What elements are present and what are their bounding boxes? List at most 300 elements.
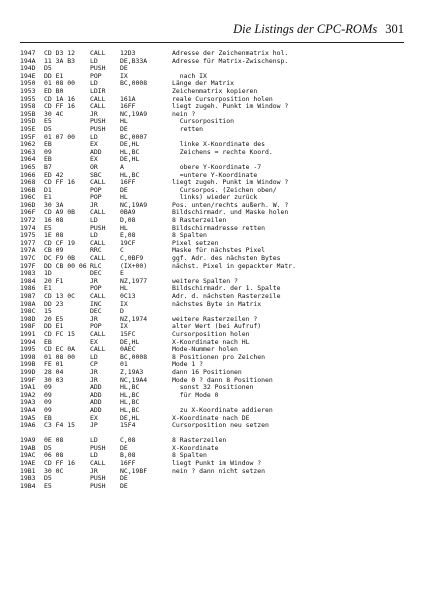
row-mnemonic: CALL (90, 94, 106, 103)
row-address: 19AB (20, 443, 36, 452)
row-mnemonic: CALL (90, 102, 106, 111)
row-mnemonic: LD (90, 231, 98, 240)
row-mnemonic: DEC (90, 269, 102, 278)
row-address: 19B3 (20, 474, 36, 483)
row-operand: NZ,1977 (120, 276, 148, 285)
row-opcode-bytes: 1E 08 (44, 231, 64, 240)
row-address: 196D (20, 200, 36, 209)
listing-row (20, 483, 410, 491)
row-opcode-bytes: DD CB 00 06 (44, 261, 87, 270)
row-mnemonic: CALL (90, 49, 106, 57)
row-address: 194D (20, 64, 36, 73)
row-comment: Cursorposition holen (172, 329, 250, 338)
row-operand: DE,HL (120, 413, 140, 422)
row-address: 1974 (20, 223, 36, 232)
row-address: 1991 (20, 329, 36, 338)
row-mnemonic: CP (90, 360, 98, 369)
row-mnemonic: ADD (90, 383, 102, 392)
row-address: 195B (20, 109, 36, 118)
row-address: 19A3 (20, 398, 36, 407)
row-comment: ggf. Adr. des nächsten Bytes (172, 254, 281, 263)
row-mnemonic: EX (90, 140, 98, 149)
listing-row (20, 301, 410, 309)
row-comment: alter Wert (bei Aufruf) (172, 322, 262, 331)
row-opcode-bytes: CD D3 12 (44, 49, 76, 57)
row-operand: DE,HL (120, 140, 140, 149)
row-comment: Maske für nächstes Pixel (172, 246, 266, 255)
listing-row (20, 118, 410, 126)
row-comment: X-Koordinate (172, 443, 219, 452)
row-address: 1958 (20, 102, 36, 111)
row-mnemonic: LDIR (90, 86, 106, 95)
row-comment: retten (172, 124, 204, 133)
row-address: 1964 (20, 155, 36, 164)
row-mnemonic: ADD (90, 398, 102, 407)
row-address: 1968 (20, 178, 36, 187)
row-mnemonic: JR (90, 109, 98, 118)
row-operand: BC,0008 (120, 79, 148, 88)
row-operand: HL,BC (120, 390, 140, 399)
row-operand: B,08 (120, 451, 136, 460)
row-address: 198D (20, 314, 36, 323)
row-opcode-bytes: 20 E5 (44, 314, 64, 323)
row-address: 1998 (20, 352, 36, 361)
running-header (20, 22, 404, 38)
row-address: 19B4 (20, 481, 36, 490)
row-mnemonic: LD (90, 216, 98, 225)
row-operand: E (120, 269, 124, 278)
row-comment: weitere Rasterzeilen ? (172, 314, 258, 323)
row-comment: nein ? (172, 109, 196, 118)
row-operand: NC,19A4 (120, 375, 148, 384)
row-opcode-bytes: 1D (44, 269, 52, 278)
row-comment: reale Cursorposition holen (172, 94, 273, 103)
row-operand: 15F4 (120, 421, 136, 430)
row-comment: linke X-Koordinate des (172, 140, 266, 149)
row-opcode-bytes: 30 3A (44, 200, 64, 209)
row-mnemonic: JP (90, 421, 98, 430)
row-mnemonic: CALL (90, 292, 106, 300)
row-operand: D (120, 307, 124, 316)
listing-row (20, 225, 410, 233)
row-operand: 12D3 (120, 49, 136, 57)
row-operand: HL,BC (120, 383, 140, 392)
row-operand: HL (120, 193, 128, 202)
row-mnemonic: DEC (90, 307, 102, 316)
row-operand: Z,19A3 (120, 367, 144, 376)
row-mnemonic: OR (90, 162, 98, 171)
row-opcode-bytes: CD 13 0C (44, 292, 76, 300)
row-opcode-bytes: 06 08 (44, 451, 64, 460)
row-operand: NC,19A9 (120, 109, 148, 118)
row-mnemonic: JR (90, 314, 98, 323)
row-opcode-bytes: 20 F1 (44, 276, 64, 285)
row-comment: obere Y-Koordinate -7 (172, 162, 262, 171)
row-opcode-bytes: DD 23 (44, 299, 64, 308)
row-mnemonic: LD (90, 79, 98, 88)
row-address: 1975 (20, 231, 36, 240)
row-opcode-bytes: 11 3A B3 (44, 56, 76, 65)
row-operand: BC,0008 (120, 352, 148, 361)
row-operand: DE,B33A (120, 56, 148, 65)
row-address: 198C (20, 307, 36, 316)
row-mnemonic: LD (90, 132, 98, 141)
row-mnemonic: RLC (90, 261, 102, 270)
row-address: 19AE (20, 459, 36, 468)
row-comment: X-Koordinate nach DE (172, 413, 250, 422)
row-operand: 0AEC (120, 345, 136, 354)
row-operand: HL (120, 223, 128, 232)
row-opcode-bytes: 09 (44, 398, 52, 407)
row-opcode-bytes: 28 04 (44, 367, 64, 376)
row-address: 199F (20, 375, 36, 384)
row-opcode-bytes: E5 (44, 481, 52, 490)
row-address: 197C (20, 254, 36, 263)
row-comment: 8 Rasterzeilen (172, 436, 227, 445)
row-mnemonic: CALL (90, 178, 106, 187)
row-address: 1955 (20, 94, 36, 103)
row-comment: liegt zugeh. Punkt im Window ? (172, 102, 289, 111)
row-address: 199B (20, 360, 36, 369)
row-address: 195E (20, 124, 36, 133)
row-operand: 16FF (120, 178, 136, 187)
row-mnemonic: LD (90, 436, 98, 445)
row-mnemonic: PUSH (90, 443, 106, 452)
row-comment: Cursorpos. (Zeichen oben/ (172, 185, 277, 194)
row-address: 1966 (20, 170, 36, 179)
row-operand: HL (120, 117, 128, 126)
row-operand: BC,0007 (120, 132, 148, 141)
row-operand: NZ,1974 (120, 314, 148, 323)
row-operand: DE (120, 474, 128, 483)
row-comment: Adresse der Zeichenmatrix hol. (172, 49, 289, 57)
row-address: 19A1 (20, 383, 36, 392)
row-comment: sonst 32 Positionen (172, 383, 254, 392)
row-address: 19A4 (20, 405, 36, 414)
row-opcode-bytes: 30 0C (44, 466, 64, 475)
row-mnemonic: EX (90, 413, 98, 422)
row-address: 1987 (20, 292, 36, 300)
row-comment: Cursorposition (172, 117, 235, 126)
row-mnemonic: ADD (90, 147, 102, 156)
row-operand: E,08 (120, 231, 136, 240)
row-comment (172, 65, 410, 73)
row-comment: liegt Punkt im Window ? (172, 459, 262, 468)
row-address: 196F (20, 208, 36, 217)
row-address: 1994 (20, 337, 36, 346)
row-mnemonic: CALL (90, 329, 106, 338)
row-comment: für Mode 0 (172, 390, 219, 399)
row-comment: zu X-Koordinate addieren (172, 405, 273, 414)
row-operand: 19CF (120, 238, 136, 247)
row-comment: Länge der Matrix (172, 79, 235, 88)
row-address: 19AC (20, 451, 36, 460)
row-address: 1983 (20, 269, 36, 278)
row-opcode-bytes: DD E1 (44, 71, 64, 80)
row-opcode-bytes: E1 (44, 284, 52, 293)
row-comment: links) wieder zurück (172, 193, 258, 202)
row-mnemonic: PUSH (90, 223, 106, 232)
row-comment: Zeichens = rechte Koord. (172, 147, 273, 156)
row-mnemonic: POP (90, 71, 102, 80)
row-comment: =untere Y-Koordinate (172, 170, 258, 179)
row-comment: 8 Positionen pro Zeichen (172, 352, 266, 361)
row-operand: 16FF (120, 102, 136, 111)
row-opcode-bytes: D5 (44, 64, 52, 73)
row-address: 1965 (20, 162, 36, 171)
row-comment: nein ? dann nicht setzen (172, 466, 266, 475)
row-address: 196C (20, 193, 36, 202)
row-address: 199D (20, 367, 36, 376)
row-address: 197F (20, 261, 36, 270)
row-comment: Zeichenmatrix kopieren (172, 86, 258, 95)
row-opcode-bytes: CD CF 19 (44, 238, 76, 247)
row-opcode-bytes: D1 (44, 185, 52, 194)
row-comment: liegt zugeh. Punkt im Window ? (172, 178, 289, 187)
row-mnemonic: PUSH (90, 124, 106, 133)
row-opcode-bytes: 09 (44, 383, 52, 392)
row-opcode-bytes: E5 (44, 117, 52, 126)
row-address: 198A (20, 299, 36, 308)
row-mnemonic: EX (90, 155, 98, 164)
row-comment: 8 Spalten (172, 231, 207, 240)
row-opcode-bytes: D5 (44, 474, 52, 483)
row-address: 1986 (20, 284, 36, 293)
row-opcode-bytes: EB (44, 155, 52, 164)
row-opcode-bytes: 01 07 00 (44, 132, 76, 141)
row-mnemonic: JR (90, 466, 98, 475)
row-operand: DE (120, 185, 128, 194)
row-address: 194E (20, 71, 36, 80)
page-number: 301 (385, 22, 404, 36)
row-address: 1947 (20, 49, 36, 57)
row-opcode-bytes: B7 (44, 162, 52, 171)
row-mnemonic: PUSH (90, 117, 106, 126)
row-opcode-bytes: ED B0 (44, 86, 64, 95)
row-comment: Adr. d. nächsten Rasterzeile (172, 292, 281, 300)
listing-row (20, 422, 410, 430)
row-mnemonic: JR (90, 276, 98, 285)
row-address: 196B (20, 185, 36, 194)
row-opcode-bytes: 01 08 00 (44, 352, 76, 361)
listing-row (20, 468, 410, 476)
row-comment: Pos. unten/rechts außerh. W. ? (172, 200, 289, 209)
row-comment: Pixel setzen (172, 238, 219, 247)
row-mnemonic: ADD (90, 405, 102, 414)
row-operand: HL (120, 284, 128, 293)
row-opcode-bytes: 0E 08 (44, 436, 64, 445)
row-comment: Cursorposition neu setzen (172, 421, 269, 430)
row-mnemonic: POP (90, 185, 102, 194)
row-operand: DE,HL (120, 155, 140, 164)
row-opcode-bytes: CD FF 16 (44, 178, 76, 187)
row-mnemonic: PUSH (90, 474, 106, 483)
row-operand: 0C13 (120, 292, 136, 300)
row-operand: DE (120, 64, 128, 73)
row-opcode-bytes: CD FF 16 (44, 459, 76, 468)
row-opcode-bytes: FE 01 (44, 360, 64, 369)
row-address: 198F (20, 322, 36, 331)
row-mnemonic: CALL (90, 345, 106, 354)
row-mnemonic: POP (90, 193, 102, 202)
row-operand: A (120, 162, 124, 171)
row-operand: HL,BC (120, 398, 140, 407)
row-opcode-bytes: DD E1 (44, 322, 64, 331)
row-operand: 161A (120, 94, 136, 103)
row-operand: HL,BC (120, 405, 140, 414)
row-comment: Mode 0 ? dann 8 Positionen (172, 375, 273, 384)
row-opcode-bytes: DC F9 0B (44, 254, 76, 263)
listing-row (20, 65, 410, 73)
row-address: 19B1 (20, 466, 36, 475)
row-mnemonic: POP (90, 322, 102, 331)
row-operand: C,08 (120, 436, 136, 445)
row-opcode-bytes: EB (44, 140, 52, 149)
row-comment: nach IX (172, 71, 207, 80)
row-operand: DE (120, 443, 128, 452)
row-address: 1950 (20, 79, 36, 88)
row-address: 195D (20, 117, 36, 126)
row-opcode-bytes: E1 (44, 193, 52, 202)
row-opcode-bytes: CD 1A 16 (44, 94, 76, 103)
row-operand: 0BA9 (120, 208, 136, 217)
row-opcode-bytes: 09 (44, 390, 52, 399)
row-comment: X-Koordinate nach HL (172, 337, 250, 346)
row-mnemonic: SBC (90, 170, 102, 179)
row-operand: (IX+00) (120, 261, 148, 270)
row-address: 1977 (20, 238, 36, 247)
row-operand: C (120, 246, 124, 255)
header-rule (20, 42, 404, 43)
listing-row (20, 149, 410, 157)
row-operand: DE (120, 124, 128, 133)
listing-row (20, 445, 410, 453)
row-opcode-bytes: CD A9 0B (44, 208, 76, 217)
row-mnemonic: CALL (90, 459, 106, 468)
row-opcode-bytes: CD FC 15 (44, 329, 76, 338)
row-opcode-bytes: CD FF 16 (44, 102, 76, 111)
row-opcode-bytes: CB 09 (44, 246, 64, 255)
row-opcode-bytes: 09 (44, 147, 52, 156)
row-operand: DE,HL (120, 337, 140, 346)
listing-row (20, 475, 410, 483)
row-mnemonic: PUSH (90, 64, 106, 73)
row-operand: C,0BF9 (120, 254, 144, 263)
row-address: 1972 (20, 216, 36, 225)
row-comment: Bildschirmadr. der 1. Spalte (172, 284, 281, 293)
row-mnemonic: JR (90, 200, 98, 209)
row-operand: NC,19A9 (120, 200, 148, 209)
row-comment: 8 Spalten (172, 451, 207, 460)
row-comment: nächstes Byte in Matrix (172, 299, 262, 308)
row-opcode-bytes: EB (44, 337, 52, 346)
row-opcode-bytes: ED 42 (44, 170, 64, 179)
listing-row (20, 126, 410, 134)
row-operand: D,08 (120, 216, 136, 225)
row-mnemonic: RRC (90, 246, 102, 255)
running-title: Die Listings der CPC-ROMs (233, 22, 378, 36)
row-mnemonic: CALL (90, 238, 106, 247)
row-comment (172, 483, 410, 491)
row-mnemonic: POP (90, 284, 102, 293)
row-opcode-bytes: E5 (44, 223, 52, 232)
listing-row (20, 58, 410, 66)
row-opcode-bytes: EB (44, 413, 52, 422)
row-opcode-bytes: D5 (44, 443, 52, 452)
row-opcode-bytes: 30 03 (44, 375, 64, 384)
row-opcode-bytes: 16 08 (44, 216, 64, 225)
row-opcode-bytes: 30 4C (44, 109, 64, 118)
row-operand: DE (120, 481, 128, 490)
row-mnemonic: LD (90, 352, 98, 361)
row-operand: IX (120, 322, 128, 331)
row-address: 19A9 (20, 436, 36, 445)
row-comment: Bildschirmadr. und Maske holen (172, 208, 289, 217)
row-opcode-bytes: 09 (44, 405, 52, 414)
row-comment: weitere Spalten ? (172, 276, 238, 285)
row-address: 197A (20, 246, 36, 255)
row-mnemonic: LD (90, 451, 98, 460)
row-comment: nächst. Pixel in gepackter Matr. (172, 261, 297, 270)
row-comment: Adresse für Matrix-Zwischensp. (172, 56, 289, 65)
row-address: 1962 (20, 140, 36, 149)
row-address: 1995 (20, 345, 36, 354)
listing-row (20, 392, 410, 400)
row-operand: 16FF (120, 459, 136, 468)
row-address: 19A6 (20, 421, 36, 430)
row-operand: HL,BC (120, 170, 140, 179)
listing-row (20, 354, 410, 362)
row-mnemonic: CALL (90, 208, 106, 217)
row-mnemonic: JR (90, 375, 98, 384)
row-operand: IX (120, 299, 128, 308)
row-operand: NC,19BF (120, 466, 148, 475)
row-address: 1963 (20, 147, 36, 156)
row-address: 195F (20, 132, 36, 141)
row-opcode-bytes: C3 F4 15 (44, 421, 76, 430)
row-comment: dann 16 Positionen (172, 367, 242, 376)
row-comment (172, 475, 410, 483)
row-mnemonic: LD (90, 56, 98, 65)
row-opcode-bytes: 01 08 00 (44, 79, 76, 88)
row-address: 19A5 (20, 413, 36, 422)
row-opcode-bytes: 15 (44, 307, 52, 316)
row-address: 194A (20, 56, 36, 65)
row-comment: Mode-Nummer holen (172, 345, 238, 354)
row-mnemonic: INC (90, 299, 102, 308)
listing-row (20, 103, 410, 111)
row-mnemonic: CALL (90, 254, 106, 263)
row-comment: 8 Rasterzeilen (172, 216, 227, 225)
row-address: 1984 (20, 276, 36, 285)
row-mnemonic: PUSH (90, 481, 106, 490)
row-operand: HL,BC (120, 147, 140, 156)
row-opcode-bytes: D5 (44, 124, 52, 133)
row-opcode-bytes: CD EC 0A (44, 345, 76, 354)
row-comment: Bildschirmadresse retten (172, 223, 266, 232)
row-address: 1953 (20, 86, 36, 95)
row-operand: IX (120, 71, 128, 80)
row-operand: 01 (120, 360, 128, 369)
row-operand: 15FC (120, 329, 136, 338)
row-mnemonic: ADD (90, 390, 102, 399)
row-mnemonic: JR (90, 367, 98, 376)
listing-row (20, 263, 410, 271)
row-comment: Mode 1 ? (172, 360, 204, 369)
row-mnemonic: EX (90, 337, 98, 346)
row-address: 19A2 (20, 390, 36, 399)
assembly-listing (20, 50, 410, 490)
